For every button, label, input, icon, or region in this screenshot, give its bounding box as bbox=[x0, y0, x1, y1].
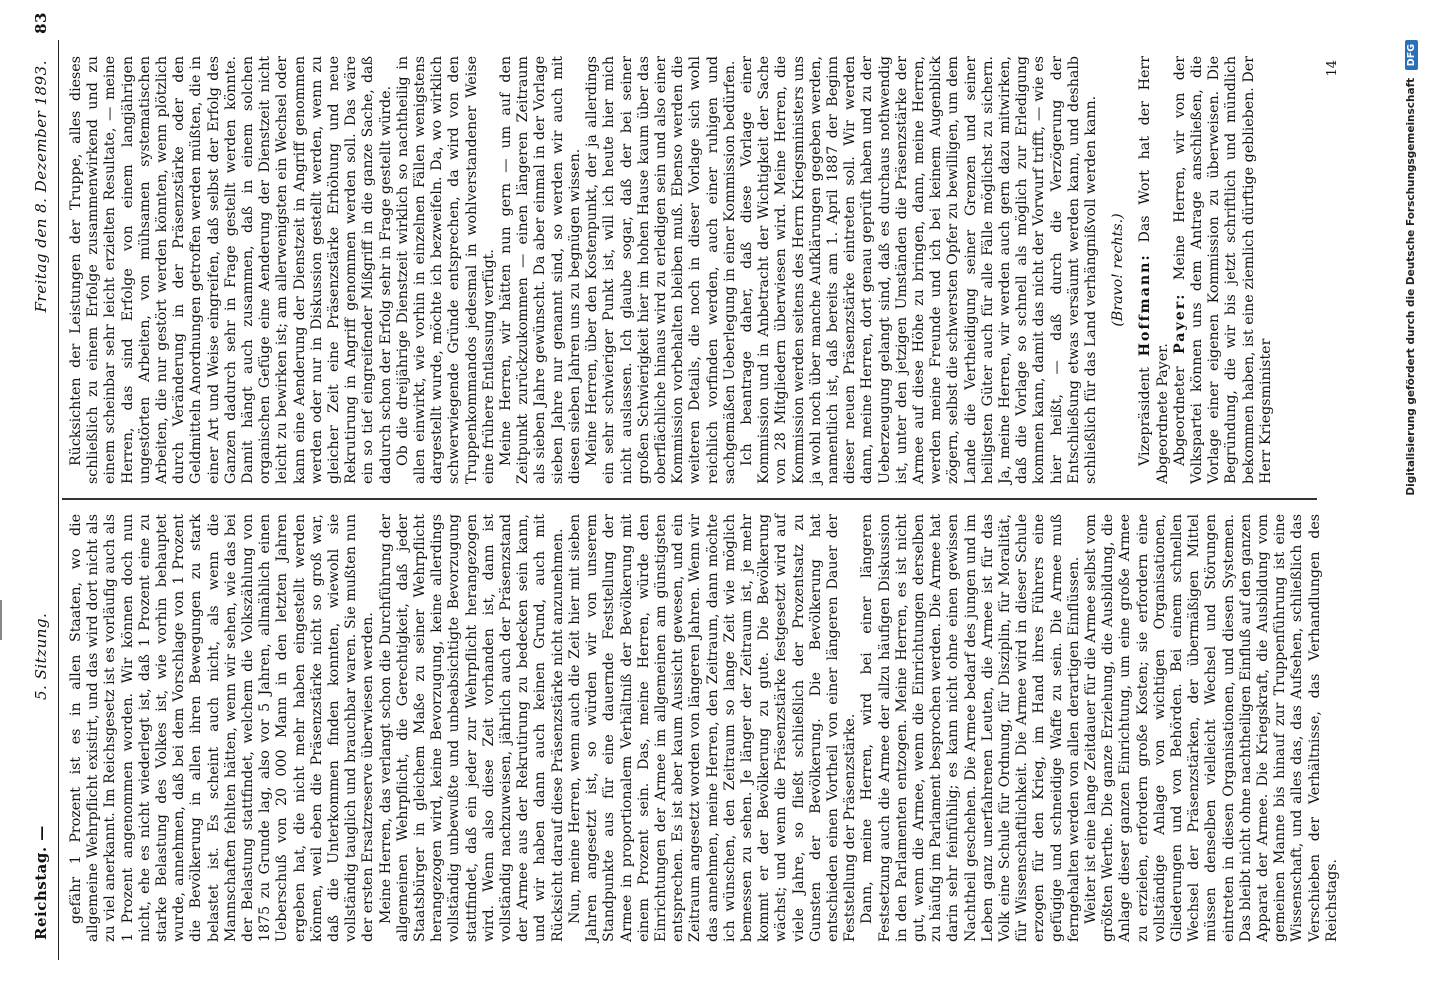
footer-text: Digitalisierung gefördert durch die Deutsche Forschungsgemeinschaft bbox=[1405, 77, 1417, 496]
speaker-name: Hoffmann: bbox=[1137, 253, 1154, 357]
header-session: 5. Sitzung. bbox=[32, 612, 50, 700]
header-title: Reichstag. — bbox=[32, 825, 50, 940]
scan-edge-mark bbox=[0, 600, 2, 640]
paragraph: Meine Herren, das verlangt schon die Durchführung der allgemeinen Wehrpflicht, die Gerechtigkeit, daß jeder Staatsbürger in gleichem Maße zu seiner Wehrpflicht herangezogen wird, keine Bevorzugung, keine allerdings vollständig unbewußte und unbeabsichtigte Bevorzugung stattfindet, daß ein jeder zur Wehrpflicht herangezogen wird. Wenn also diese Zeit vorhanden ist, dann ist vollständig nachzuweisen, jährlich auch der Präsenzstand der Armee aus der Rekrutirung zu bedecken sein kann, und wir haben dann auch keinen Grund, auch mit Rücksicht darauf diese Präsenzstärke nicht anzunehmen. bbox=[377, 514, 566, 942]
paragraph: Nun, meine Herren, wenn auch die Zeit hier mit sieben Jahren angesetzt ist, so würden wir von unserem Standpunkte aus für eine dauernde Feststellung der Armee in proportionalem Verhältniß der Bevölkerung mit einem Prozent sein. Das, meine Herren, würde den Einrichtungen der Armee im allgemeinen am günstigsten entsprechen. Es ist aber kaum Aussicht gewesen, und ein Zeitraum angesetzt worden von längeren Jahren. Wenn wir das annehmen, meine Herren, den Zeitraum, dann möchte ich wünschen, den Zeitraum so lange Zeit wie möglich bemessen zu sehen. Je länger der Zeitraum ist, je mehr kommt er der Bevölkerung zu gute. Die Bevölkerung wächst; und wenn die Präsenzstärke festgesetzt wird auf viele Jahre, so fließt schließlich der Prozentsatz zu Gunsten der Bevölkerung. Die Bevölkerung hat entschieden einen Vortheil von einer längeren Dauer der Feststellung der Präsenzstärke. bbox=[566, 514, 859, 942]
dfg-logo: DFG bbox=[1405, 40, 1418, 70]
digitization-footer bbox=[1405, 40, 1427, 940]
sheet-number: 14 bbox=[1325, 60, 1340, 77]
speech-text: Das Wort hat der Herr Abgeordnete Payer. bbox=[1137, 56, 1171, 484]
applause-note: (Bravo! rechts.) bbox=[1110, 213, 1127, 327]
paragraph: Ich beantrage daher, daß diese Vorlage einer Kommission und in Anbetracht der Wichtigkeit der Sache von 28 Mitgliedern überwiesen wird. Meine Herren, die Kommission werden seitens des Herrn Kriegsministers uns ja wohl noch über manche Aufklärungen gegeben werden, namentlich ist, daß bereits am 1. April 1887 der Beginn dieser neuen Präsenzstärke eintreten soll. Wir werden dann, meine Herren, dort genau geprüft haben und zu der Ueberzeugung gelangt sind, daß es durchaus nothwendig ist, unter den jetzigen Umständen die Präsenzstärke der Armee auf diese Höhe zu bringen, dann, meine Herren, werden meine Freunde und ich bei keinem Augenblick zögern, selbst die schwersten Opfer zu bewilligen, um dem Lande die Vertheidigung seiner Grenzen und seiner heiligsten Güter auch für alle Fälle möglichst zu sichern. Ja, meine Herren, wir werden auch gern dazu mitwirken, daß die Vorlage so schnell als möglich zur Erledigung kommen kann, damit das nicht der Vorwurf trifft, — wie es hier heißt, — daß durch die Verzögerung der Entschließung etwas versäumt werden kann, und deshalb schließlich für das Land verhängnißvoll werden kann. bbox=[738, 56, 1099, 484]
right-column bbox=[68, 56, 1318, 484]
paragraph: Meine Herren, über den Kostenpunkt, der ja allerdings ein sehr schwieriger Punkt ist, will ich heute hier mich nicht auslassen. Ich glaube sogar, daß der bei seiner großen Schwierigkeit hier im hohen Hause kaum über das oberflächliche hinaus wird zu erledigen sein und also einer Kommission vorbehalten bleiben muß. Ebenso werden die weiteren Details, die noch in dieser Vorlage sich wohl reichlich vorfinden werden, auch einer ruhigen und sachgemäßen Ueberlegung in einer Kommission bedürfen. bbox=[584, 56, 738, 484]
left-column bbox=[68, 514, 1340, 942]
speaker-paragraph bbox=[1172, 56, 1275, 484]
page-number: 83 bbox=[32, 12, 50, 34]
paragraph: Rücksichten der Leistungen der Truppe, alles dieses schließlich zu einem Erfolge zusammenwirkend und zu einem scheinbar sehr leicht erzielten Resultate, — meine Herren, das sind Erfolge von einem langjährigen ungestörten Arbeiten, von mühsamen systematischen Arbeiten, die nur gestört werden könnten, wenn plötzlich durch Veränderung in der Präsenzstärke oder den Geldmitteln Anordnungen getroffen werden müßten, die in einer Art und Weise eingreifen, daß selbst der Erfolg des Ganzen dadurch sehr in Frage gestellt werden könnte. Damit hängt auch zusammen, daß in einem solchen organischen Gefüge eine Aenderung der Dienstzeit nicht leicht zu bewirken ist; am allerwenigsten ein Wechsel oder kann eine Aenderung der Dienstzeit in Angriff genommen werden oder nur in Diskussion gestellt werden, wenn zu gleicher Zeit eine Präsenzstärke Erhöhung und neue Rekrutirung in Angriff genommen werden soll. Das wäre ein so tief eingreifender Mißgriff in die ganze Sache, daß dadurch schon der Erfolg sehr in Frage gestellt würde. bbox=[68, 56, 394, 484]
paragraph: Dann, meine Herren, wird bei einer längeren Festsetzung auch die Armee der allzu häufigen Diskussion in den Parlamenten entzogen. Meine Herren, es ist nicht gut, wenn die Armee, wenn die Einrichtungen derselben zu häufig im Parlament besprochen werden. Die Armee hat darin sehr feinfühlig; es kann nicht ohne einen gewissen Nachtheil geschehen. Die Armee bedarf des jungen und im Leben ganz unerfahrenen Leuten, die Armee ist für das Volk eine Schule für Ordnung, für Disziplin, für Moralität, für Wissenschaftlichkeit. Die Armee wird in dieser Schule erzogen für den Krieg, im Hand ihres Führers eine gefügige und schneidige Waffe zu sein. Die Armee muß ferngehalten werden von allen derartigen Einflüssen. bbox=[859, 514, 1082, 942]
column-divider bbox=[62, 499, 1317, 501]
paragraph: gefähr 1 Prozent ist es in allen Staaten, wo die allgemeine Wehrpflicht existirt, und das wird dort nicht als zu viel anerkannt. Im Reichsgesetz ist es vorläufig auch als 1 Prozent angenommen worden. Wir können doch nun nicht, ehe es nicht wiederlegt ist, daß 1 Prozent eine zu starke Belastung des Volkes ist, wie vorhin behauptet wurde, annehmen, daß bei dem Vorschlage von 1 Prozent die Bevölkerung in allen ihren Bewegungen zu stark belastet ist. Es scheint auch nicht, als wenn die Mannschaften fehlten hätten, wenn wir sehen, wie das bei der Belastung stattfindet, welchem die Volkszählung von 1875 zu Grunde lag, also vor 5 Jahren, allmählich einen Ueberschuß von 20 000 Mann in den letzten Jahren ergeben hat, die nicht mehr haben eingestellt werden können, weil eben die Präsenzstärke nicht so groß war, daß die Unterkommen finden konnten, wiewohl sie vollständig tauglich und brauchbar waren. Sie mußten nun der ersten Ersatzreserve überwiesen werden. bbox=[68, 514, 377, 942]
speaker-role: Abgeordneter bbox=[1171, 366, 1188, 466]
speech-text: Meine Herren, wir von der Volkspartei können uns dem Antrage anschließen, die Vorlage einer eigenen Kommission zu überweisen. Die Begründung, die wir bis jetzt schriftlich und mündlich bekommen haben, ist eine ziemlich dürftige geblieben. Der Herr Kriegsminister bbox=[1171, 55, 1274, 484]
speaker-role: Vizepräsident bbox=[1137, 367, 1154, 466]
page-header bbox=[28, 12, 59, 960]
header-date: Freitag den 8. Dezember 1893. bbox=[32, 60, 50, 313]
paragraph: Meine Herren, wir hätten nun gern — um auf den Zeitpunkt zurückzukommen — einen längeren Zeitraum als sieben Jahre gewünscht. Da aber einmal in der Vorlage sieben Jahre nur genannt sind, so werden wir auch mit diesen sieben Jahren uns zu begnügen wissen. bbox=[498, 56, 583, 484]
paragraph: Weiter ist eine lange Zeitdauer für die Armee selbst vom größten Werthe. Die ganze Erziehung, die Ausbildung, die Anlage dieser ganzen Einrichtung, um eine große Armee zu erzielen, erfordern große Kosten; sie erfordern eine vollständige Anlage von wichtigen Organisationen, Gliederungen und von Behörden. Bei einem schnellen Wechsel der Präsenzstärken, der übermäßigen Mittel müssen denselben vielleicht Wechsel und Störungen eintreten in diesen Organisationen, und diesen Systemen. Das bleibt nicht ohne nachtheiligen Einfluß auf den ganzen Apparat der Armee. Die Kriegskraft, die Ausbildung vom gemeinen Manne bis hinauf zur Truppenführung ist eine Wissenschaft, und alles das, das Aufsehen, schließlich das Verschieben der Verhältnisse, das Verhandlungen des Reichstags. bbox=[1082, 514, 1340, 942]
speaker-paragraph bbox=[1137, 56, 1171, 484]
speaker-name: Payer: bbox=[1171, 292, 1188, 355]
paragraph: Ob die dreijährige Dienstzeit wirklich so nachtheilig in allen einwirkt, wie vorhin in einzelnen Fällen wenigstens dargestellt wurde, möchte ich bezweifeln. Da, wo wirklich schwerwiegende Gründe entsprechen, da wird von den Truppenkommandos jedesmal in wohlverstandener Weise eine frühere Entlassung verfügt. bbox=[394, 56, 497, 484]
